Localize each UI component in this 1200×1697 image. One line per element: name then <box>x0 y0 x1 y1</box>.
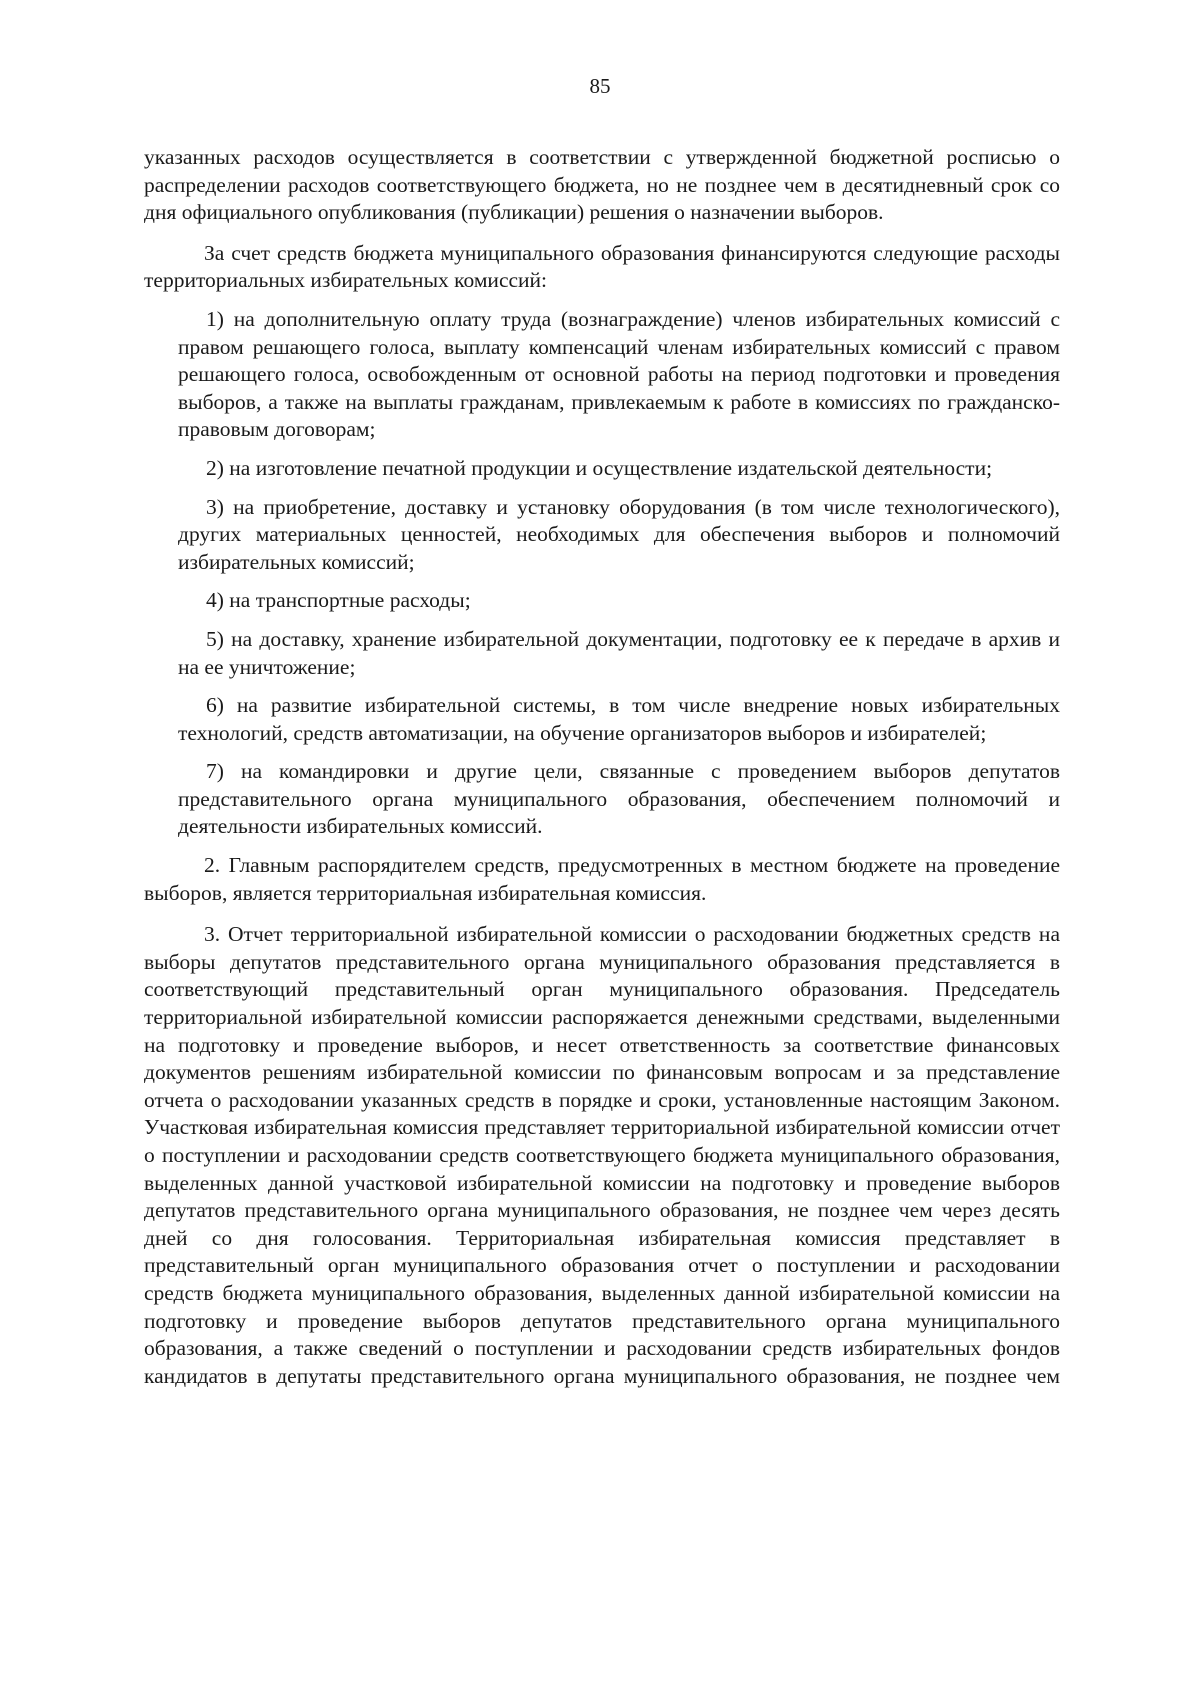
paragraph-continuation: указанных расходов осуществляется в соответствии с утвержденной бюджетной росписью о распределении расходов соответствующего бюджета, но не позднее чем в десятидневный срок со дня официального опубликования (публикации) решения о назначении выборов. <box>144 145 1060 225</box>
list-item-5: 5) на доставку, хранение избирательной документации, подготовку ее к передаче в архив и на ее уничтожение; <box>178 626 1060 679</box>
list-item-2: 2) на изготовление печатной продукции и осуществление издательской деятельности; <box>206 455 993 480</box>
section-2-paragraph: 2. Главным распорядителем средств, предусмотренных в местном бюджете на проведение выборов, является территориальная избирательная комиссия. <box>144 853 1060 905</box>
paragraph-intro: За счет средств бюджета муниципального образования финансируются следующие расходы территориальных избирательных комиссий: <box>144 240 1060 293</box>
list-item-7: 7) на командировки и другие цели, связанные с проведением выборов депутатов представительного органа муниципального образования, обеспечением полномочий и деятельности избирательных комиссий. <box>178 759 1060 839</box>
section-3-paragraph: 3. Отчет территориальной избирательной комиссии о расходовании бюджетных средств на выборы депутатов представительного органа муниципального образования представляется в соответствующий представительный орган муниципального образования. Председатель территориальной избирательной комиссии распоряжается денежными средствами, выделенными на подготовку и проведение выборов, и несет ответственность за соответствие финансовых документов решениям избирательной комиссии по финансовым вопросам и за представление отчета о расходовании указанных средств в порядке и сроки, установленные настоящим Законом. Участковая избирательная комиссия представляет территориальной избирательной комиссии отчет о поступлении и расходовании средств соответствующего бюджета муниципального образования, выделенных данной участковой избирательной комиссии на подготовку и проведение выборов депутатов представительного органа муниципального образования, не позднее чем через десять дней со дня голосования. Территориальная избирательная комиссия представляет в представительный орган муниципального образования отчет о поступлении и расходовании средств бюджета муниципального образования, выделенных данной избирательной комиссии на подготовку и проведение выборов депутатов представительного органа муниципального образования, а также сведений о поступлении и расходовании средств избирательных фондов кандидатов в депутаты представительного органа муниципального образования, не позднее чем <box>144 922 1060 1388</box>
document-body <box>144 144 1060 1404</box>
list-item-6: 6) на развитие избирательной системы, в том числе внедрение новых избирательных технологий, средств автоматизации, на обучение организаторов выборов и избирателей; <box>178 693 1060 745</box>
page-number: 85 <box>589 74 611 98</box>
list-item-3: 3) на приобретение, доставку и установку оборудования (в том числе технологического), других материальных ценностей, необходимых для обеспечения выборов и полномочий избирательных комиссий; <box>178 494 1060 574</box>
list-item-1: 1) на дополнительную оплату труда (вознаграждение) членов избирательных комиссий с правом решающего голоса, выплату компенсаций членам избирательных комиссий с правом решающего голоса, освобожденным от основной работы на период подготовки и проведения выборов, а также на выплаты гражданам, привлекаемым к работе в комиссиях по гражданско-правовым договорам; <box>178 306 1060 442</box>
list-item-4: 4) на транспортные расходы; <box>206 588 471 613</box>
